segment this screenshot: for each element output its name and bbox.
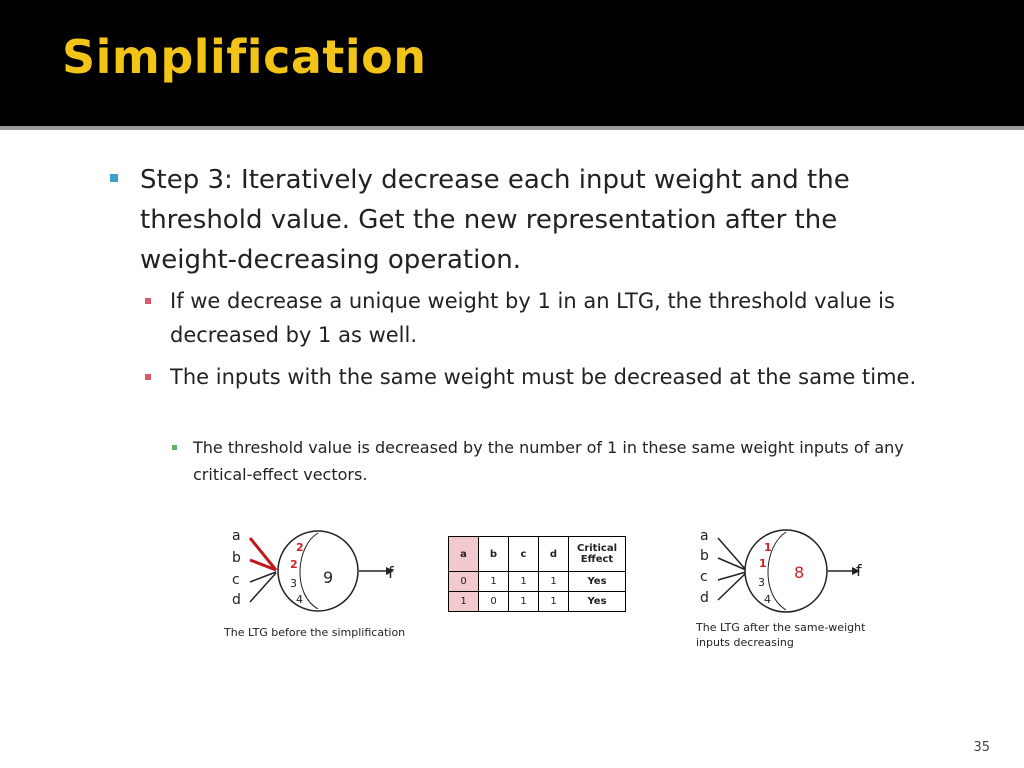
bullet-level2-item [145, 360, 945, 394]
input-label-b: b [700, 548, 709, 564]
table-cell: 1 [479, 572, 509, 592]
weight-d: 4 [296, 593, 303, 606]
weight-b: 1 [759, 557, 767, 570]
bullet-level1 [110, 160, 910, 280]
table-cell: 1 [509, 592, 539, 612]
caption-before: The LTG before the simplification [224, 626, 406, 639]
ltg-after-graphic [704, 520, 874, 614]
col-header-d: d [539, 537, 569, 572]
col-header-a: a [449, 537, 479, 572]
title-divider [0, 126, 1024, 130]
bullet-level3 [172, 434, 962, 488]
weight-a: 2 [296, 541, 304, 554]
table-cell: 1 [539, 572, 569, 592]
bullet-square-icon [145, 298, 151, 304]
table-cell: 0 [479, 592, 509, 612]
table-row [449, 572, 626, 592]
col-header-c: c [509, 537, 539, 572]
input-label-c: c [232, 572, 240, 588]
table-cell: 1 [539, 592, 569, 612]
weight-b: 2 [290, 558, 298, 571]
threshold-value: 8 [794, 563, 805, 582]
bullet-square-icon [110, 174, 118, 182]
input-label-a: a [700, 528, 709, 544]
slide-title: Simplification [62, 30, 427, 84]
bullet-level2-text: The inputs with the same weight must be decreased at the same time. [170, 365, 917, 389]
bullet-level2-item [145, 284, 945, 352]
input-label-a: a [232, 528, 241, 544]
input-label-d: d [700, 590, 709, 606]
col-header-b: b [479, 537, 509, 572]
bullet-level1-text: Step 3: Iteratively decrease each input weight and the threshold value. Get the new representation after the weight-decreasing operation. [140, 165, 850, 275]
caption-after: The LTG after the same-weight inputs decreasing [696, 621, 866, 649]
output-label: f [856, 561, 862, 580]
table-cell: 0 [449, 572, 479, 592]
output-label: f [388, 563, 394, 582]
table-cell: Yes [569, 592, 626, 612]
bullet-square-icon [145, 374, 151, 380]
input-label-d: d [232, 592, 241, 608]
ltg-before-graphic [236, 524, 406, 614]
table-row [449, 592, 626, 612]
weight-d: 4 [764, 593, 771, 606]
table-cell: Yes [569, 572, 626, 592]
table-header-row [449, 537, 626, 572]
bullet-square-icon [172, 445, 177, 450]
critical-effect-table [448, 536, 626, 612]
col-header-critical-effect: Critical Effect [569, 537, 626, 572]
weight-a: 1 [764, 541, 772, 554]
bullet-level3-text: The threshold value is decreased by the number of 1 in these same weight inputs of any critical-effect vectors. [193, 438, 904, 484]
table-cell: 1 [509, 572, 539, 592]
table-cell: 1 [449, 592, 479, 612]
input-label-b: b [232, 550, 241, 566]
page-number: 35 [973, 740, 990, 755]
weight-c: 3 [758, 576, 765, 589]
threshold-value: 9 [323, 568, 334, 587]
input-label-c: c [700, 569, 708, 585]
weight-c: 3 [290, 577, 297, 590]
bullet-level2-text: If we decrease a unique weight by 1 in an LTG, the threshold value is decreased by 1 as well. [170, 289, 895, 347]
